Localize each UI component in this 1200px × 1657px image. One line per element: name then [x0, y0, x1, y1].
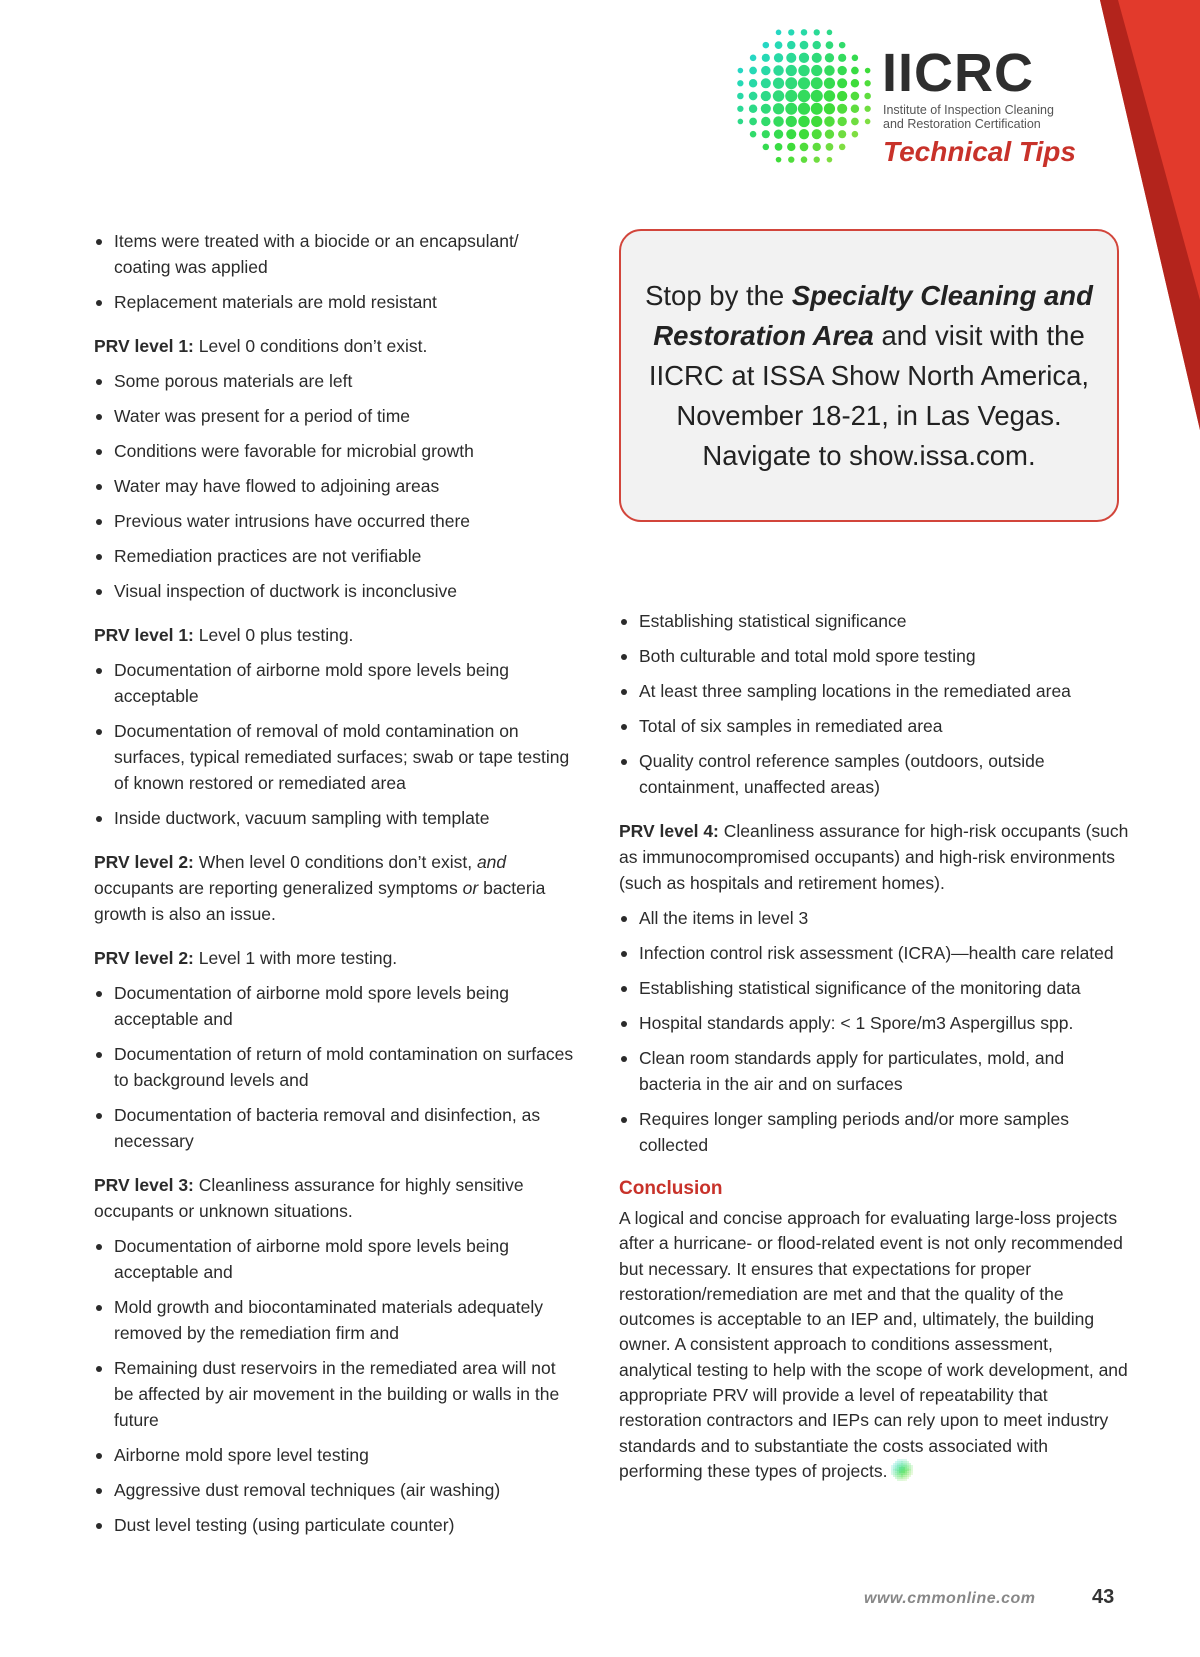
list-item: Water may have flowed to adjoining areas — [94, 473, 574, 499]
prv-level-1-conditions — [94, 333, 574, 359]
list-item: All the items in level 3 — [619, 905, 1129, 931]
prv-text: Level 0 plus testing. — [193, 625, 354, 645]
prv-text: Level 1 with more testing. — [193, 948, 398, 968]
list-item: Documentation of airborne mold spore levels being acceptable and — [94, 1233, 574, 1285]
conclusion-heading: Conclusion — [619, 1178, 723, 1199]
promo-text — [621, 276, 1117, 476]
prv-text-b: occupants are reporting generalized symptoms — [94, 878, 463, 898]
list-item: Quality control reference samples (outdoors, outside containment, unaffected areas) — [619, 748, 1129, 800]
left-column — [94, 228, 574, 1547]
list-item: Aggressive dust removal techniques (air washing) — [94, 1477, 574, 1503]
list-item: Previous water intrusions have occurred there — [94, 508, 574, 534]
tagline-line-2: and Restoration Certification — [883, 117, 1041, 131]
event-promo-box — [619, 229, 1119, 522]
prv-level-4 — [619, 818, 1129, 896]
prv-text-c: bacteria growth is also an issue. — [94, 878, 546, 924]
list-item: Total of six samples in remediated area — [619, 713, 1129, 739]
prv-label: PRV level 1: — [94, 625, 194, 645]
intro-bullet-list — [94, 228, 574, 315]
conclusion-body — [619, 1206, 1129, 1484]
end-globe-icon — [891, 1459, 913, 1481]
list-item: Replacement materials are mold resistant — [94, 289, 574, 315]
right-column — [619, 608, 1129, 1484]
list-item: Items were treated with a biocide or an encapsulant/ coating was applied — [94, 228, 574, 280]
list-item: Requires longer sampling periods and/or more samples collected — [619, 1106, 1129, 1158]
list-item: Remaining dust reservoirs in the remediated area will not be affected by air movement in the building or walls in the future — [94, 1355, 574, 1433]
list-item: Establishing statistical significance — [619, 608, 1129, 634]
list-item: Both culturable and total mold spore testing — [619, 643, 1129, 669]
level-3-continued-list — [619, 608, 1129, 800]
prv-label: PRV level 2: — [94, 852, 194, 872]
globe-logo-icon — [734, 26, 874, 166]
list-item: Conditions were favorable for microbial growth — [94, 438, 574, 464]
promo-pre: Stop by the — [645, 279, 792, 311]
page-number: 43 — [1092, 1586, 1115, 1608]
prv-emphasis-and: and — [476, 852, 507, 872]
level-4-list — [619, 905, 1129, 1158]
logo-name: IICRC — [882, 43, 1034, 103]
list-item: Documentation of bacteria removal and disinfection, as necessary — [94, 1102, 574, 1154]
list-item: Mold growth and biocontaminated materials adequately removed by the remediation firm and — [94, 1294, 574, 1346]
promo-post: and visit with the IICRC at ISSA Show North America, November 18-21, in Las Vegas. Navigate to show.issa.com. — [648, 319, 1090, 471]
promo-area-name: Specialty Cleaning and Restoration Area — [653, 279, 1093, 351]
list-item: Documentation of return of mold contamination on surfaces to background levels and — [94, 1041, 574, 1093]
level-3-list — [94, 1233, 574, 1538]
level-1-testing-list — [94, 657, 574, 831]
list-item: Water was present for a period of time — [94, 403, 574, 429]
list-item: Infection control risk assessment (ICRA)—health care related — [619, 940, 1129, 966]
list-item: Documentation of airborne mold spore levels being acceptable — [94, 657, 574, 709]
list-item: Establishing statistical significance of the monitoring data — [619, 975, 1129, 1001]
prv-level-2-conditions — [94, 849, 574, 927]
tagline-line-1: Institute of Inspection Cleaning — [883, 103, 1054, 117]
prv-level-1-testing — [94, 622, 574, 648]
prv-label: PRV level 2: — [94, 948, 194, 968]
logo-tagline — [883, 103, 1103, 131]
prv-text: Level 0 conditions don’t exist. — [193, 336, 428, 356]
prv-level-3 — [94, 1172, 574, 1224]
conclusion-text: A logical and concise approach for evaluating large-loss projects after a hurricane- or flood-related event is not only recommended but necessary. It ensures that expectations for proper restoration/remediation are met and that the quality of the outcomes is acceptable to an IEP and, ultimately, the building owner. A consistent approach to conditions assessment, analytical testing to help with the scope of work development, and appropriate PRV will provide a level of repeatability that restoration contractors and IEPs can rely upon to meet industry standards and to substantiate the costs associated with performing these types of projects. — [619, 1208, 1128, 1481]
list-item: Hospital standards apply: < 1 Spore/m3 Aspergillus spp. — [619, 1010, 1129, 1036]
list-item: Dust level testing (using particulate counter) — [94, 1512, 574, 1538]
prv-emphasis-or: or — [462, 878, 479, 898]
prv-label: PRV level 3: — [94, 1175, 194, 1195]
level-2-testing-list — [94, 980, 574, 1154]
prv-label: PRV level 4: — [619, 821, 719, 841]
list-item: Documentation of removal of mold contamination on surfaces, typical remediated surfaces; swab or tape testing of known restored or remediated area — [94, 718, 574, 796]
prv-text-a: When level 0 conditions don’t exist, — [193, 852, 477, 872]
list-item: Some porous materials are left — [94, 368, 574, 394]
prv-text: Cleanliness assurance for high-risk occupants (such as immunocompromised occupants) and high-risk environments (such as hospitals and retirement homes). — [619, 821, 1129, 893]
footer-url: www.cmmonline.com — [864, 1590, 1036, 1607]
list-item: At least three sampling locations in the remediated area — [619, 678, 1129, 704]
prv-text: Cleanliness assurance for highly sensitive occupants or unknown situations. — [94, 1175, 524, 1221]
list-item: Clean room standards apply for particulates, mold, and bacteria in the air and on surfaces — [619, 1045, 1129, 1097]
list-item: Documentation of airborne mold spore levels being acceptable and — [94, 980, 574, 1032]
section-subtitle: Technical Tips — [883, 136, 1076, 167]
list-item: Airborne mold spore level testing — [94, 1442, 574, 1468]
list-item: Visual inspection of ductwork is inconclusive — [94, 578, 574, 604]
prv-label: PRV level 1: — [94, 336, 194, 356]
level-1-conditions-list — [94, 368, 574, 604]
list-item: Remediation practices are not verifiable — [94, 543, 574, 569]
prv-level-2-testing — [94, 945, 574, 971]
list-item: Inside ductwork, vacuum sampling with template — [94, 805, 574, 831]
